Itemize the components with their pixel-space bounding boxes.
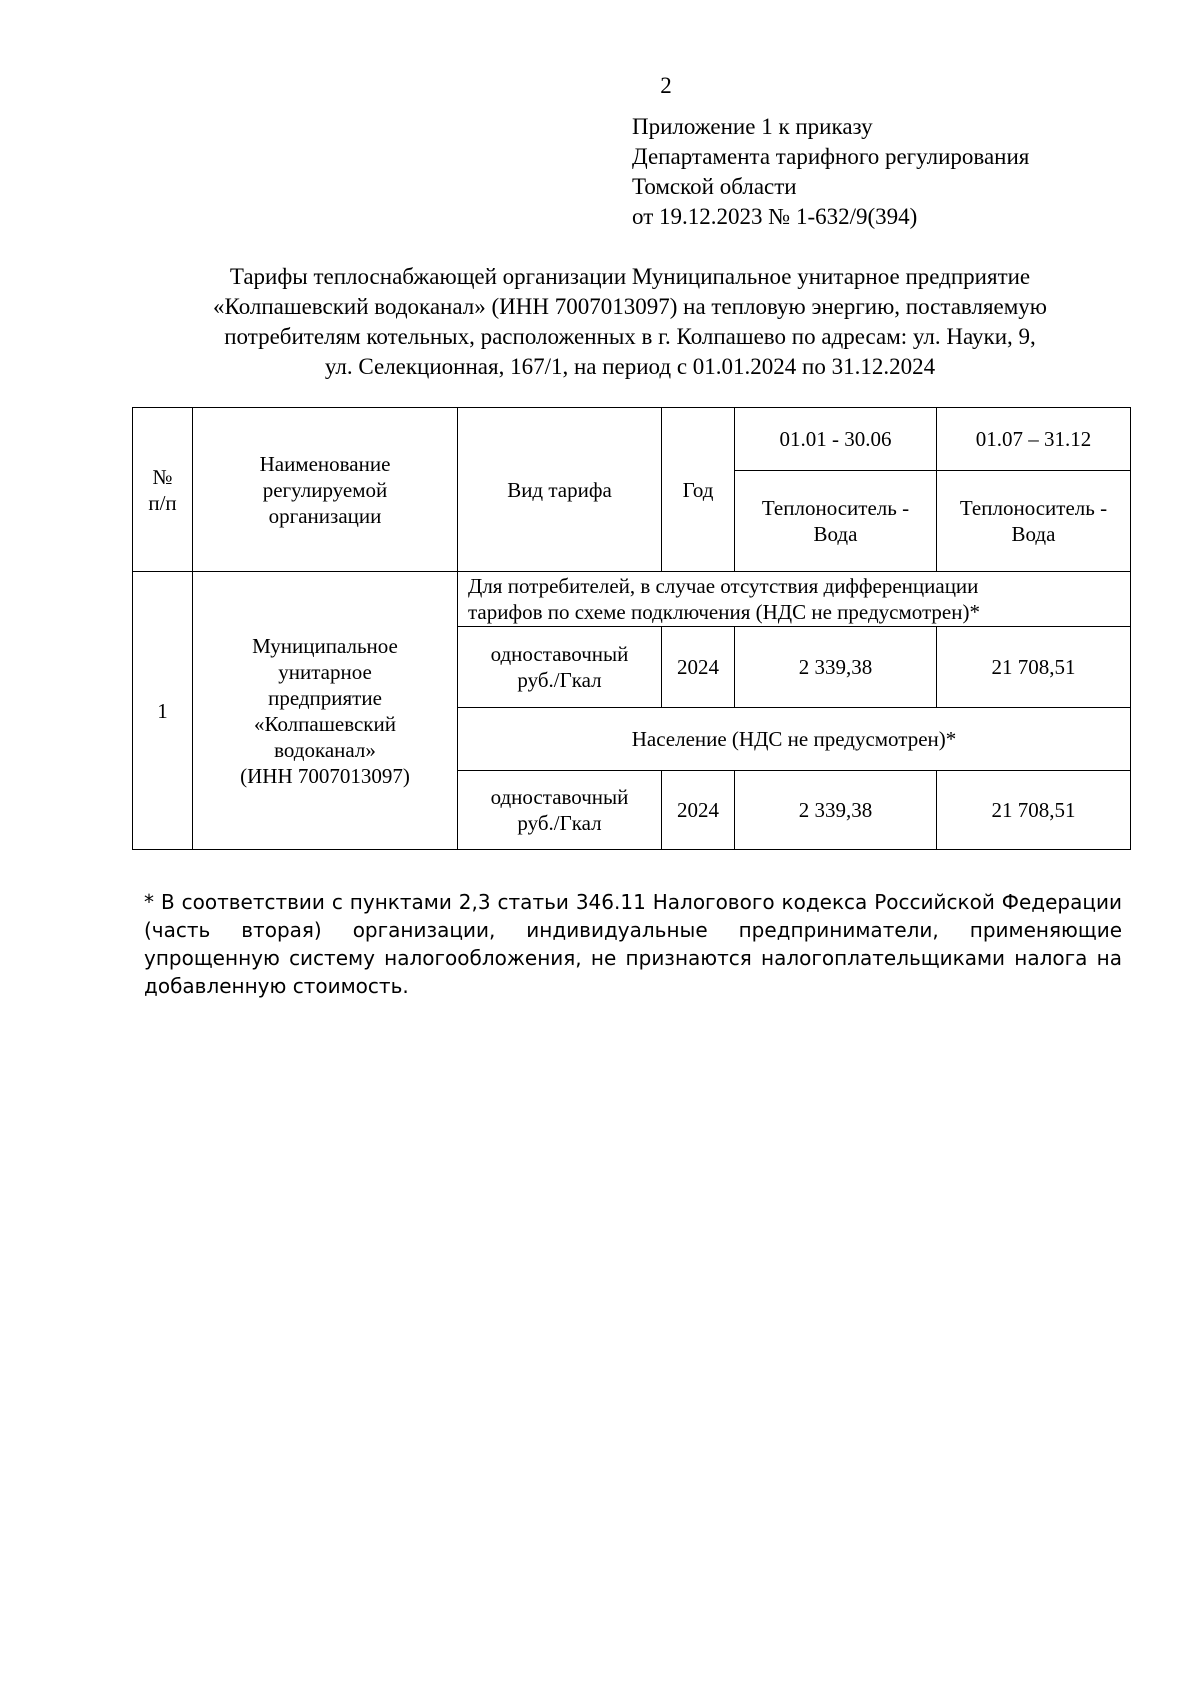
annex-line: Департамента тарифного регулирования	[632, 144, 1030, 169]
header-period1-cell: 01.01 - 30.06	[735, 408, 937, 471]
header-period2-cell: 01.07 – 31.12	[937, 408, 1131, 471]
header-carrier-line: Теплоноситель -	[761, 496, 910, 520]
organization-line: водоканал»	[274, 737, 376, 762]
organization-name-cell	[193, 572, 458, 850]
tariff-type-line: руб./Гкал	[517, 811, 602, 835]
title-line: «Колпашевский водоканал» (ИНН 7007013097) на тепловую энергию, поставляемую	[213, 294, 1047, 319]
tariff-value-cell: 21 708,51	[937, 627, 1131, 708]
header-carrier1-cell	[735, 471, 937, 572]
header-year-cell: Год	[662, 408, 735, 572]
group-label-line: тарифов по схеме подключения (НДС не предусмотрен)*	[468, 600, 980, 624]
header-number-line2: п/п	[148, 490, 177, 515]
year-cell: 2024	[662, 771, 735, 850]
annex-header	[632, 112, 1112, 232]
annex-line: Томской области	[632, 174, 797, 199]
tariff-value-cell: 2 339,38	[735, 627, 937, 708]
tariff-type-cell	[458, 627, 662, 708]
organization-line: унитарное	[278, 659, 372, 684]
header-tariff-type-cell: Вид тарифа	[458, 408, 662, 572]
year-cell: 2024	[662, 627, 735, 708]
organization-line: предприятие	[268, 685, 382, 710]
table-row	[133, 572, 1131, 627]
tariff-table	[132, 407, 1131, 850]
page-number: 2	[660, 73, 672, 98]
header-number-cell	[133, 408, 193, 572]
header-carrier-line: Теплоноситель -	[959, 496, 1108, 520]
group-label-line: Для потребителей, в случае отсутствия дифференциации	[468, 574, 979, 598]
header-carrier-line: Вода	[813, 522, 858, 546]
tariff-value-cell: 21 708,51	[937, 771, 1131, 850]
title-line: ул. Селекционная, 167/1, на период с 01.01.2024 по 31.12.2024	[324, 354, 936, 379]
header-org-line: регулируемой	[262, 477, 388, 502]
footnote: * В соответствии с пунктами 2,3 статьи 346.11 Налогового кодекса Российской Федерации (часть вторая) организации, индивидуальные предприниматели, применяющие упрощенную систему налогообложения, не признаются налогоплательщиками налога на добавленную стоимость.	[144, 890, 1122, 998]
tariff-type-line: одноставочный	[490, 785, 629, 809]
header-number-line1: №	[152, 464, 173, 489]
header-carrier-line: Вода	[1011, 522, 1056, 546]
organization-line: «Колпашевский	[253, 711, 396, 736]
tariff-value-cell: 2 339,38	[735, 771, 937, 850]
tariff-type-line: одноставочный	[490, 642, 629, 666]
header-org-line: Наименование	[259, 451, 391, 476]
document-title	[132, 262, 1128, 382]
tariff-type-cell	[458, 771, 662, 850]
header-carrier2-cell	[937, 471, 1131, 572]
annex-line: от 19.12.2023 № 1-632/9(394)	[632, 204, 918, 229]
annex-line: Приложение 1 к приказу	[632, 114, 873, 139]
tariff-type-line: руб./Гкал	[517, 668, 602, 692]
header-org-line: организации	[268, 503, 382, 528]
organization-line: Муниципальное	[252, 633, 398, 658]
organization-line: (ИНН 7007013097)	[240, 763, 410, 788]
consumer-group-label: Население (НДС не предусмотрен)*	[458, 708, 1131, 771]
title-line: Тарифы теплоснабжающей организации Муниципальное унитарное предприятие	[229, 264, 1031, 289]
consumer-group-label	[458, 572, 1131, 627]
table-header-row	[133, 408, 1131, 471]
row-number-cell: 1	[133, 572, 193, 850]
title-line: потребителям котельных, расположенных в г. Колпашево по адресам: ул. Науки, 9,	[224, 324, 1036, 349]
header-organization-cell	[193, 408, 458, 572]
